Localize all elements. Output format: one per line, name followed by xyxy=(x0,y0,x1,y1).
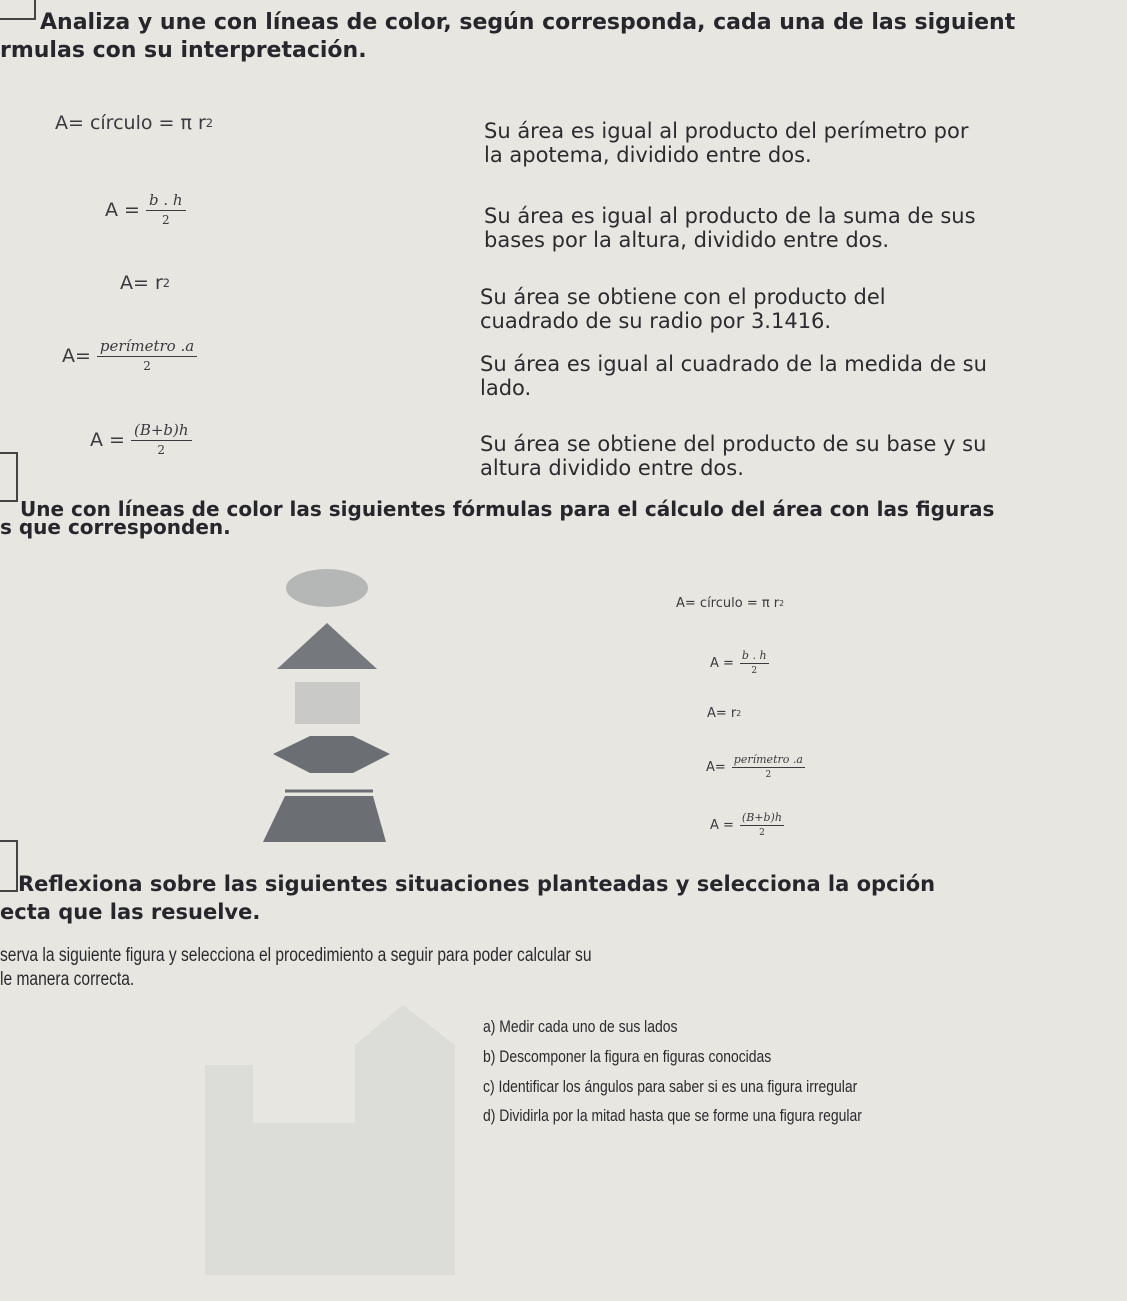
hexagon-shape xyxy=(273,736,390,773)
composite-figure xyxy=(205,1005,475,1285)
formula-trapezoid: A = $\frac{(B+b)h}{2}$ xyxy=(90,422,192,457)
shapes-stack xyxy=(255,560,395,845)
formula2-circle: A= círculo = π r 2 xyxy=(676,596,785,611)
formula2-polygon: A= $\frac{\text{perímetro .a}}{2}$ xyxy=(706,753,803,780)
triangle-shape xyxy=(277,623,377,669)
section3-heading-line1: Reflexiona sobre las siguientes situaciones planteadas y selecciona la opción xyxy=(18,872,936,896)
section2-heading-line2: s que corresponden. xyxy=(0,515,231,539)
prompt-line1: serva la siguiente figura y selecciona el procedimiento a seguir para poder calcular su xyxy=(0,945,592,966)
option-a[interactable]: a) Medir cada uno de sus lados xyxy=(483,1017,678,1036)
formula-triangle: A = $\frac{b . h}{2}$ xyxy=(105,192,186,227)
formula-circle: A= círculo = π r 2 xyxy=(55,112,214,134)
square-shape xyxy=(295,682,360,724)
section2-number-box xyxy=(0,452,18,502)
option-c[interactable]: c) Identificar los ángulos para saber si es una figura irregular xyxy=(483,1077,858,1096)
option-d[interactable]: d) Dividirla por la mitad hasta que se forme una figura regular xyxy=(483,1106,862,1125)
interpretation-2: Su área es igual al producto de la suma de sus bases por la altura, dividido entre dos. xyxy=(484,204,976,252)
trapezoid-shape xyxy=(263,796,386,842)
formula-polygon: A= $\frac{\text{perímetro .a}}{2}$ xyxy=(62,338,197,373)
interpretation-4: Su área es igual al cuadrado de la medida de su lado. xyxy=(480,352,987,400)
section1-heading-line2: rmulas con su interpretación. xyxy=(0,38,367,63)
interpretation-1: Su área es igual al producto del perímetro por la apotema, dividido entre dos. xyxy=(484,119,969,167)
section2-heading-line1: Une con líneas de color las siguientes fórmulas para el cálculo del área con las figuras xyxy=(20,497,995,521)
ellipse-shape xyxy=(286,569,368,607)
interpretation-3: Su área se obtiene con el producto del cuadrado de su radio por 3.1416. xyxy=(480,285,886,333)
option-b[interactable]: b) Descomponer la figura en figuras conocidas xyxy=(483,1047,772,1066)
section3-heading-line2: ecta que las resuelve. xyxy=(0,900,261,924)
section1-heading-line1: Analiza y une con líneas de color, según corresponda, cada una de las siguient xyxy=(40,10,1016,35)
interpretation-5: Su área se obtiene del producto de su base y su altura dividido entre dos. xyxy=(480,432,987,480)
composite-shape xyxy=(205,1005,455,1275)
formula2-trapezoid: A = $\frac{(B+b)h}{2}$ xyxy=(710,811,782,838)
formula2-square: A= r 2 xyxy=(707,706,742,721)
section1-number-box xyxy=(0,0,36,20)
prompt-line2: le manera correcta. xyxy=(0,969,135,990)
formula2-triangle: A = $\frac{b . h}{2}$ xyxy=(710,649,767,676)
section3-number-box xyxy=(0,840,18,892)
formula-square: A= r 2 xyxy=(120,272,171,294)
